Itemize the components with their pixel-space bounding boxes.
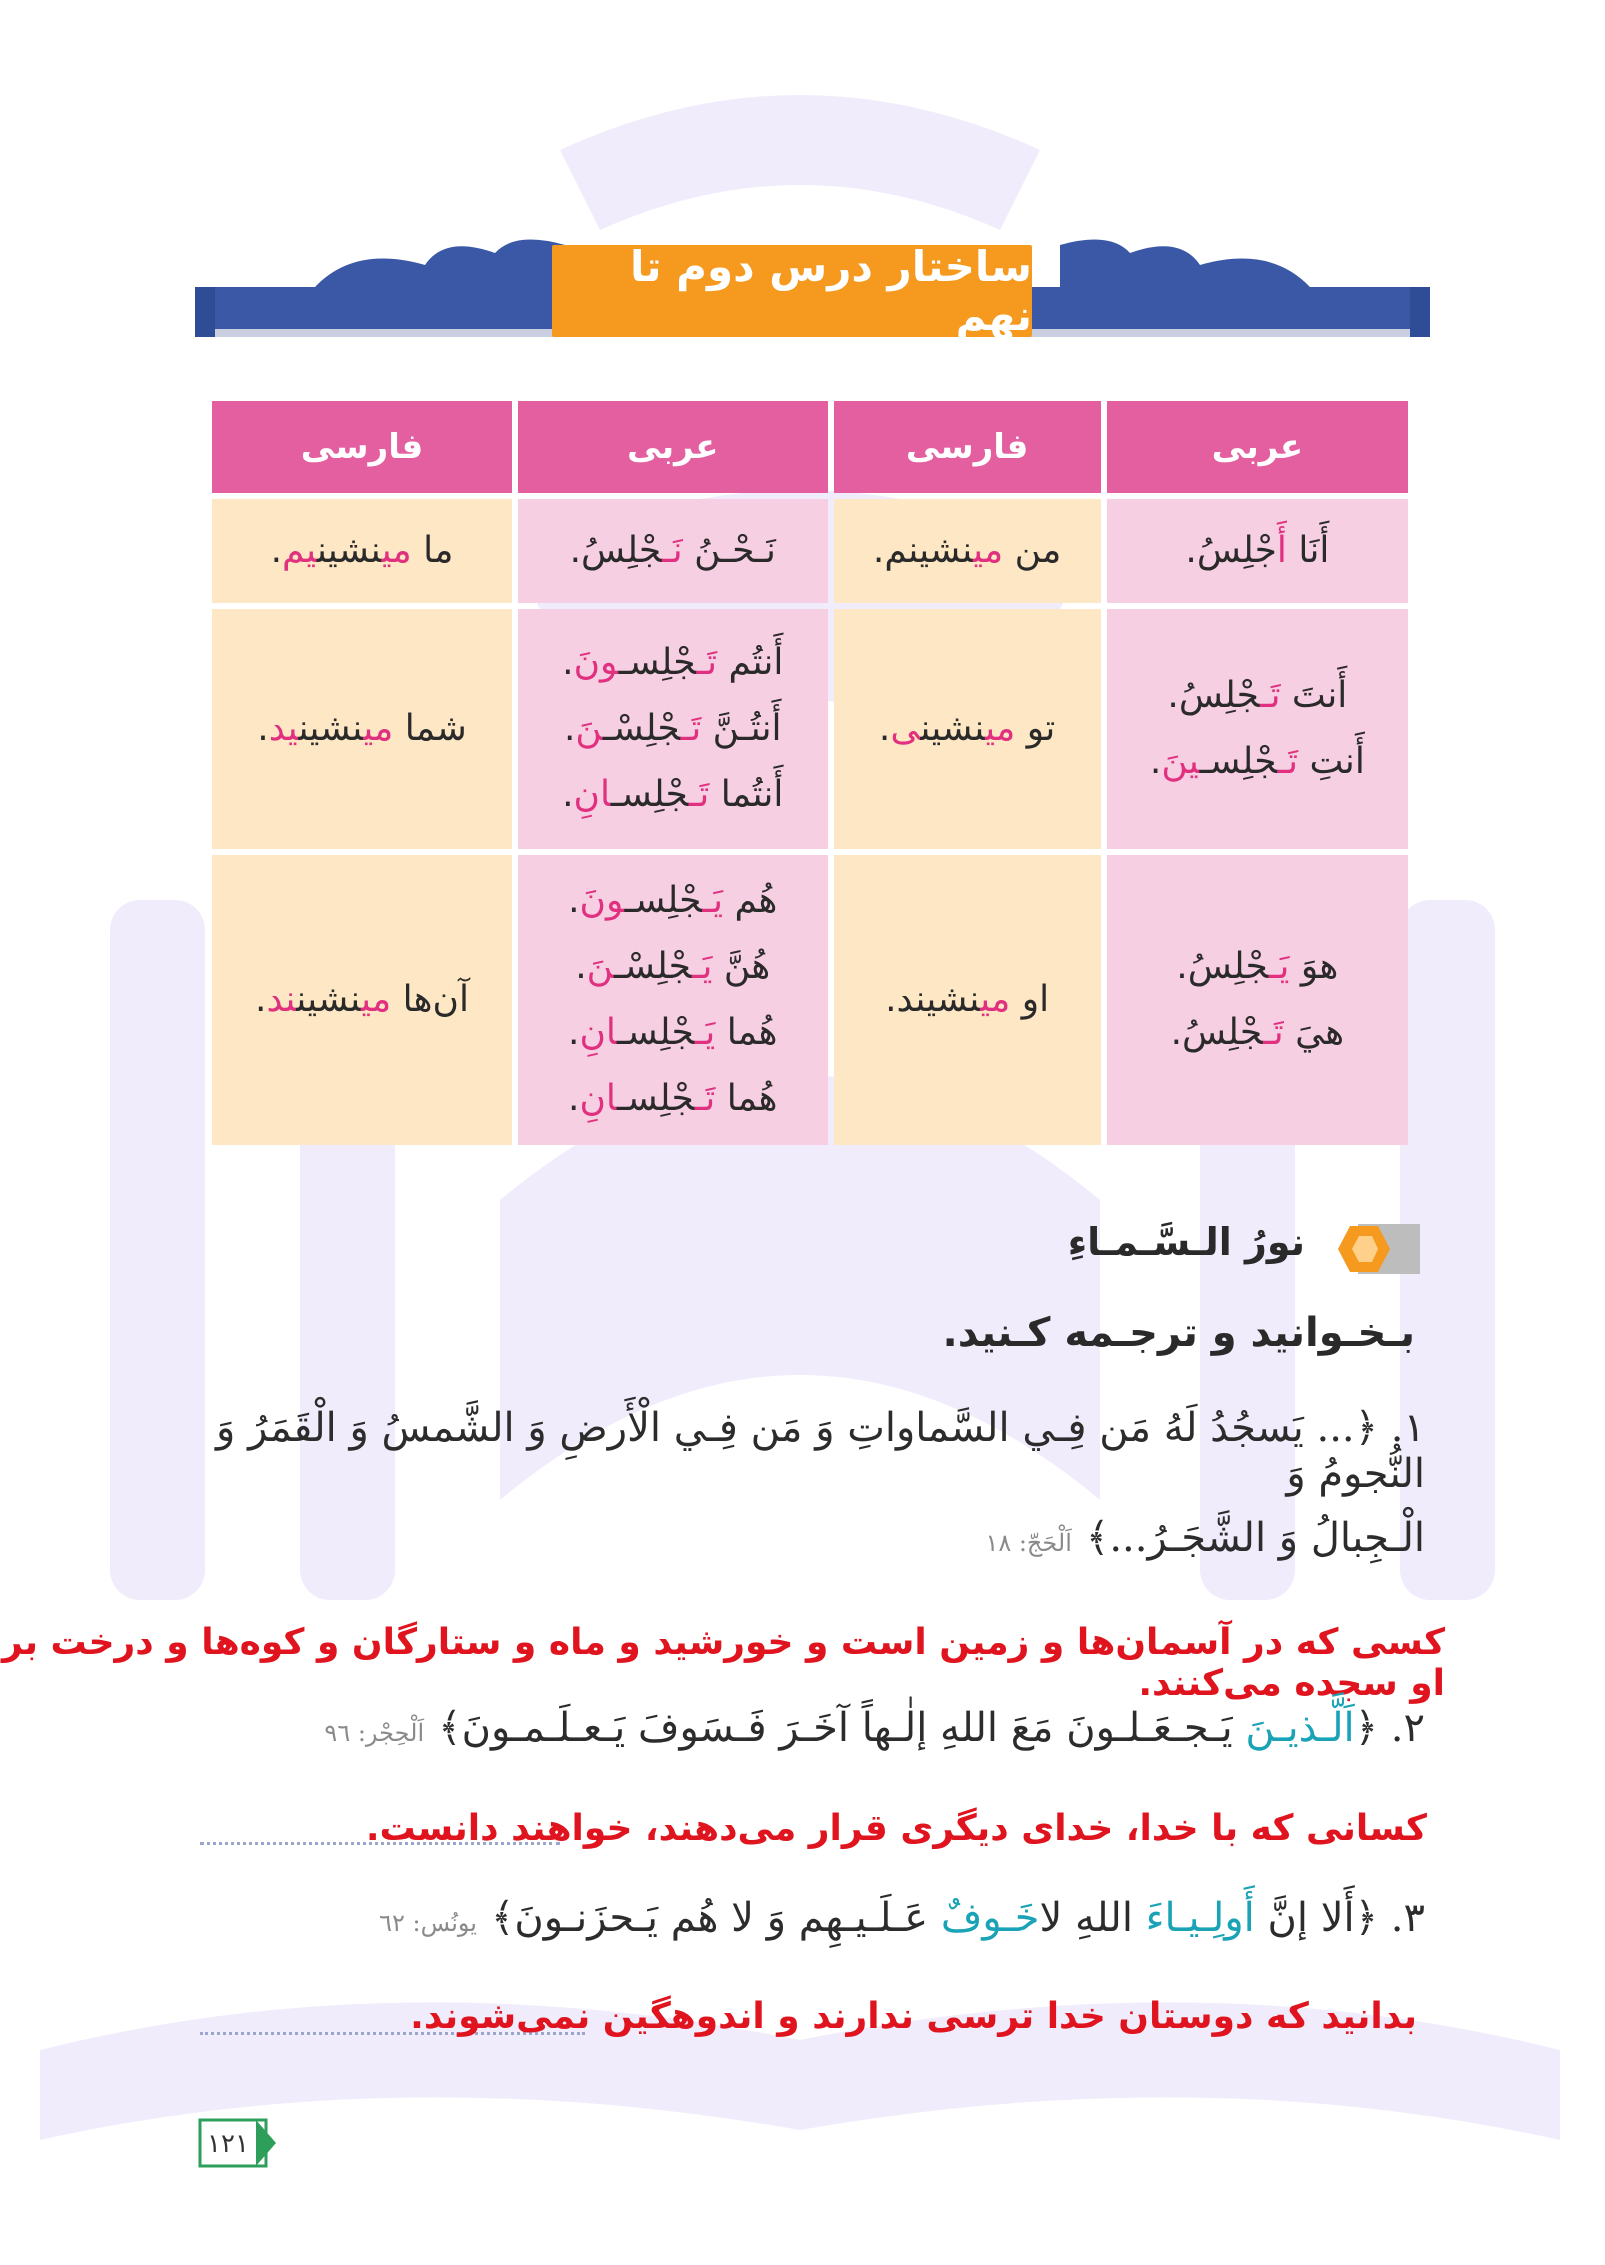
cell-text: نَـحْـنُ xyxy=(682,530,776,571)
highlighted-affix: یَـ xyxy=(1268,946,1290,987)
highlighted-affix: می xyxy=(980,979,1011,1020)
cell-text: . xyxy=(563,708,576,749)
cell-text: . xyxy=(878,708,891,749)
highlighted-affix: یَـ xyxy=(694,1012,716,1053)
cell-text: أَنتَ xyxy=(1280,675,1348,716)
verse-2 xyxy=(324,1705,1425,1751)
highlighted-affix: ی xyxy=(890,708,921,749)
cell-text: نشینم. xyxy=(872,530,974,571)
cell-text: نشیند. xyxy=(885,979,981,1020)
cell-text: نشین xyxy=(298,708,364,749)
arabic-cell xyxy=(1107,855,1408,1145)
persian-cell xyxy=(212,609,512,849)
cell-text: جْلِسْـ xyxy=(614,946,692,987)
cell-text: . xyxy=(575,946,587,987)
verse-3-text: ٣. ﴿أَلا إنَّ xyxy=(1254,1895,1425,1941)
verse-2-number: ٢. ﴿ xyxy=(1354,1705,1425,1751)
highlighted-affix: نَـ xyxy=(662,530,683,571)
highlighted-affix: تَـ xyxy=(696,642,718,683)
cell-text: جْلِسـ xyxy=(616,1012,695,1053)
highlighted-affix: انِ xyxy=(573,774,611,815)
cell-text: نشین xyxy=(316,530,382,571)
verse-3-source: يونُس: ٦٢ xyxy=(379,1909,477,1937)
verse-2-source: اَلْحِجْر: ٩٦ xyxy=(324,1719,425,1747)
persian-cell xyxy=(834,609,1101,849)
instruction-text: بـخـوانید و ترجـمه کـنید. xyxy=(942,1310,1415,1356)
highlighted-affix: یَـ xyxy=(702,880,723,921)
page-title: ساختار درس دوم تا نهم xyxy=(552,245,1032,337)
cell-text: ما xyxy=(411,530,454,571)
highlighted-affix: نَ xyxy=(586,946,615,987)
cell-text: جْلِسـ xyxy=(610,774,689,815)
highlighted-affix: می xyxy=(360,979,392,1020)
cell-text: . xyxy=(1149,741,1162,782)
persian-cell xyxy=(834,855,1101,1145)
column-header: فارسی xyxy=(834,401,1101,493)
highlighted-affix: ونَ xyxy=(573,642,619,683)
cell-text: . xyxy=(255,979,267,1020)
cell-text: جْلِسُ. xyxy=(1185,530,1277,571)
persian-cell xyxy=(212,855,512,1145)
highlighted-affix: ونَ xyxy=(579,880,625,921)
cell-text: . xyxy=(270,530,283,571)
highlighted-affix: تَـ xyxy=(1263,1012,1284,1053)
highlighted-affix: تَـ xyxy=(688,774,710,815)
table-row xyxy=(212,609,1408,849)
cell-text: هُما xyxy=(715,1078,778,1119)
highlighted-affix: تَـ xyxy=(1259,675,1281,716)
cell-text: هُما xyxy=(715,1012,778,1053)
cell-text: . xyxy=(562,642,574,683)
highlighted-affix: ید xyxy=(268,708,299,749)
cell-text: نشین xyxy=(296,979,361,1020)
cell-text: تو xyxy=(1015,708,1056,749)
cell-text: جْلِسـ xyxy=(616,1078,695,1119)
cell-text: . xyxy=(568,880,580,921)
highlighted-affix: تَـ xyxy=(1277,741,1299,782)
page-number: ١٢١ xyxy=(207,2129,249,2159)
cell-text: أَنتُـنَّ xyxy=(701,708,782,749)
table-row xyxy=(212,855,1408,1145)
arabic-cell xyxy=(1107,499,1408,603)
highlighted-affix: نَ xyxy=(575,708,603,749)
highlighted-affix: انِ xyxy=(579,1078,617,1119)
cell-text: جْلِسُ. xyxy=(1170,1012,1264,1053)
cell-text: نشین xyxy=(920,708,986,749)
verse-3-highlight: خَـوفٌ xyxy=(940,1895,1040,1941)
persian-cell xyxy=(834,499,1101,603)
cell-text: جْلِسـ xyxy=(1199,741,1278,782)
verse-2-highlight: اَلَّـذيـنَ xyxy=(1245,1705,1355,1751)
cell-text: جْلِسـ xyxy=(624,880,703,921)
cell-text: أَنتِ xyxy=(1298,741,1365,782)
column-header: عربی xyxy=(1107,401,1408,493)
verse-3-answer: بدانید که دوستان خدا ترسی ندارند و اندوهگین نمی‌شوند. xyxy=(410,1996,1417,2037)
cell-text: أَنَا xyxy=(1286,530,1330,571)
verse-1-text: الْـجِبالُ وَ الشَّجَـرُ...﴾ xyxy=(1085,1515,1425,1561)
persian-cell xyxy=(212,499,512,603)
table-row xyxy=(212,499,1408,603)
highlighted-affix: می xyxy=(985,708,1016,749)
verse-2-text: يَـجـعَـلـونَ مَعَ اللهِ إلٰـهاً آخَـرَ فَـسَوفَ يَـعـلَـمـونَ﴾ xyxy=(438,1705,1246,1751)
cell-text: هُم xyxy=(723,880,778,921)
highlighted-affix: ند xyxy=(266,979,297,1020)
highlighted-affix: تَـ xyxy=(694,1078,716,1119)
cell-text: أَنتُما xyxy=(709,774,784,815)
verse-3-text: اللهِ لا xyxy=(1039,1895,1146,1941)
cell-text: هوَ xyxy=(1289,946,1339,987)
section-marker-icon xyxy=(1328,1218,1420,1280)
cell-text: . xyxy=(562,774,574,815)
highlighted-affix: انِ xyxy=(579,1012,617,1053)
verse-1-line-2 xyxy=(985,1515,1425,1561)
verse-1-source: اَلْحَجّ: ١٨ xyxy=(985,1529,1072,1557)
highlighted-affix: أَ xyxy=(1276,530,1287,571)
arabic-cell xyxy=(1107,609,1408,849)
highlighted-affix: می xyxy=(381,530,412,571)
conjugation-table xyxy=(206,395,1414,1151)
cell-text: جْلِسُ. xyxy=(1176,946,1269,987)
section-title: نورُ الـسَّـمـاءِ xyxy=(1067,1220,1305,1264)
cell-text: آن‌ها xyxy=(391,979,469,1020)
verse-3-highlight: أَولِـيـاءَ xyxy=(1145,1895,1255,1941)
verse-2-answer: کسانی که با خدا، خدای دیگری قرار می‌دهند، خواهند دانست. xyxy=(365,1808,1427,1849)
cell-text: جْلِسُ. xyxy=(569,530,663,571)
arabic-cell xyxy=(518,855,828,1145)
verse-3 xyxy=(379,1895,1425,1941)
highlighted-affix: می xyxy=(363,708,394,749)
cell-text: جْلِسْـ xyxy=(602,708,681,749)
highlighted-affix: می xyxy=(973,530,1004,571)
column-header: عربی xyxy=(518,401,828,493)
cell-text: أَنتُم xyxy=(717,642,784,683)
verse-1-line-1: ١. ﴿... يَسجُدُ لَهُ مَن فِـي السَّماواتِ وَ مَن فِـي الْأَرضِ وَ الشَّمسُ وَ الْقَمَرُ وَ النُّجومُ وَ xyxy=(216,1405,1425,1497)
cell-text: . xyxy=(568,1078,580,1119)
cell-text: هُنَّ xyxy=(712,946,771,987)
cell-text: . xyxy=(568,1012,580,1053)
highlighted-affix: یم xyxy=(282,530,317,571)
highlighted-affix: تَـ xyxy=(680,708,702,749)
cell-text: جْلِسُ. xyxy=(1167,675,1260,716)
verse-1-answer: کسی که در آسمان‌ها و زمین است و خورشید و ماه و ستارگان و کوه‌ها و درخت بر او سجده می‌کنند. xyxy=(2,1622,1445,1704)
highlighted-affix: ینَ xyxy=(1161,741,1200,782)
verse-3-text: عَـلَـيـهِم وَ لا هُم يَـحزَنـونَ﴾ xyxy=(490,1895,941,1941)
column-header: فارسی xyxy=(212,401,512,493)
cell-text: من xyxy=(1003,530,1062,571)
arabic-cell xyxy=(518,499,828,603)
cell-text: جْلِسـ xyxy=(618,642,697,683)
cell-text: . xyxy=(257,708,269,749)
highlighted-affix: یَـ xyxy=(691,946,713,987)
page-number-box xyxy=(198,2118,278,2168)
table-header-row xyxy=(212,401,1408,493)
cell-text: هيَ xyxy=(1283,1012,1345,1053)
cell-text: شما xyxy=(393,708,467,749)
arabic-cell xyxy=(518,609,828,849)
cell-text: او xyxy=(1010,979,1050,1020)
